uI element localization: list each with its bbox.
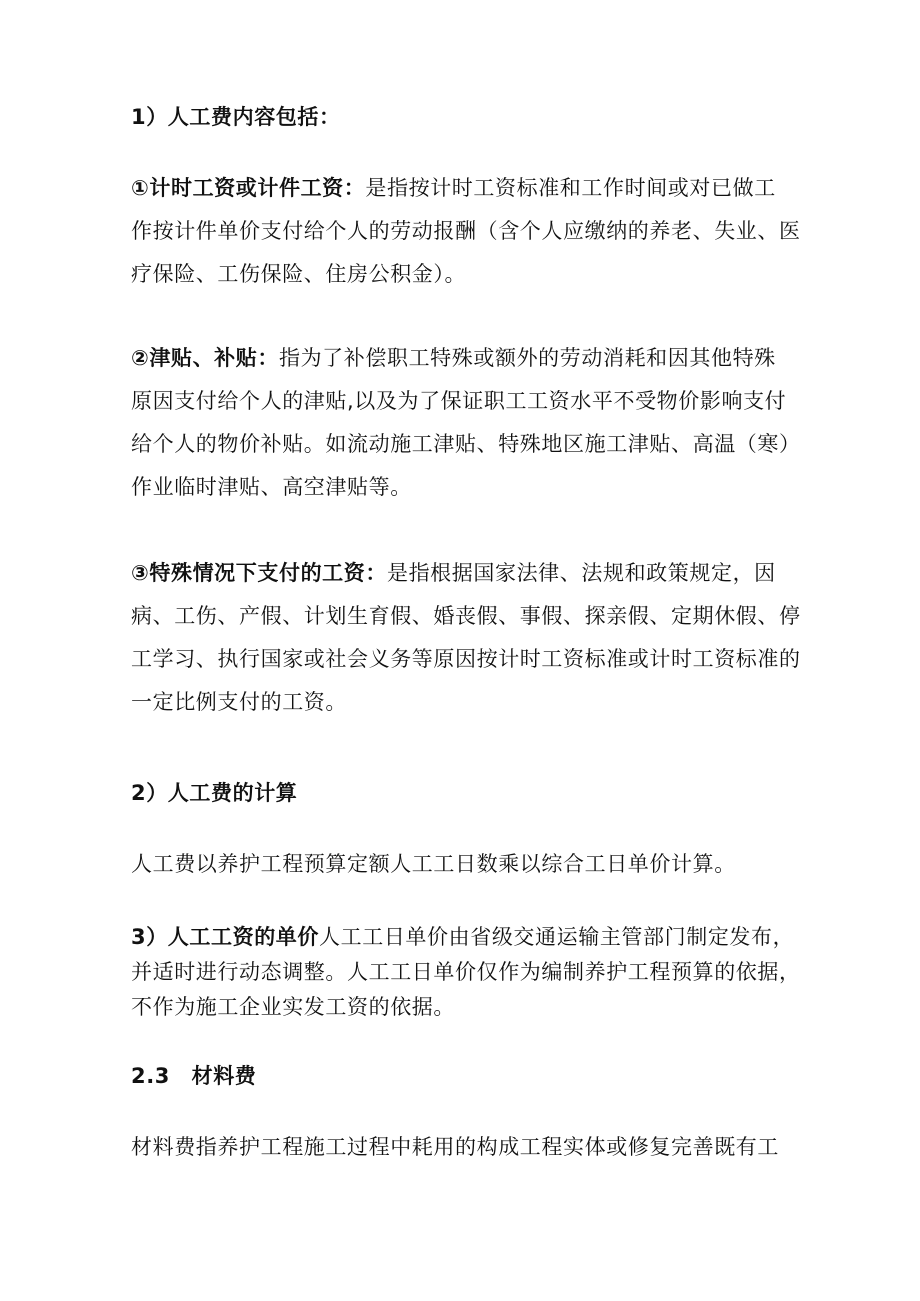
paragraph-line: 人工费以养护工程预算定额人工工日数乘以综合工日单价计算。	[131, 852, 736, 876]
paragraph-line: 材料费指养护工程施工过程中耗用的构成工程实体或修复完善既有工	[131, 1135, 779, 1159]
paragraph-allowances-subsidies	[131, 337, 811, 509]
paragraph-line: 作业临时津贴、高空津贴等。	[131, 475, 412, 499]
paragraph-line	[131, 552, 811, 595]
paragraph-line: 不作为施工企业实发工资的依据。	[131, 995, 455, 1019]
term-label: 3）人工工资的单价	[131, 925, 320, 949]
line-text: 是指根据国家法律、法规和政策规定，因	[386, 561, 776, 585]
line-text: 指为了补偿职工特殊或额外的劳动消耗和因其他特殊	[278, 346, 776, 370]
paragraph-line	[131, 337, 811, 380]
line-text: 人工工日单价由省级交通运输主管部门制定发布，	[319, 925, 795, 949]
paragraph-line: 原因支付给个人的津贴,以及为了保证职工工资水平不受物价影响支付	[131, 389, 787, 413]
paragraph-time-piece-wages	[131, 167, 811, 296]
term-label: ③特殊情况下支付的工资：	[131, 561, 387, 585]
paragraph-line: 作按计件单价支付给个人的劳动报酬（含个人应缴纳的养老、失业、医	[131, 219, 801, 243]
paragraph-line: 一定比例支付的工资。	[131, 690, 347, 714]
paragraph-line: 并适时进行动态调整。人工工日单价仅作为编制养护工程预算的依据，	[131, 960, 801, 984]
paragraph-line: 工学习、执行国家或社会义务等原因按计时工资标准或计时工资标准的	[131, 647, 801, 671]
term-label: ②津贴、补贴：	[131, 346, 279, 370]
heading-text: 1）人工费内容包括：	[131, 105, 341, 129]
term-label: ①计时工资或计件工资：	[131, 176, 366, 200]
heading-text: 2.3 材料费	[131, 1064, 257, 1088]
line-text: 是指按计时工资标准和工作时间或对已做工	[365, 176, 776, 200]
paragraph-special-circumstance-wages	[131, 552, 811, 724]
paragraph-line: 病、工伤、产假、计划生育假、婚丧假、事假、探亲假、定期休假、停	[131, 604, 801, 628]
paragraph-material-cost-definition	[131, 1126, 811, 1169]
paragraph-line	[131, 920, 811, 955]
heading-material-cost	[131, 1055, 811, 1098]
paragraph-line: 疗保险、工伤保险、住房公积金）。	[131, 262, 467, 286]
heading-text: 2）人工费的计算	[131, 781, 298, 805]
heading-labor-cost-contents	[131, 96, 811, 139]
paragraph-line: 给个人的物价补贴。如流动施工津贴、特殊地区施工津贴、高温（寒）	[131, 432, 801, 456]
paragraph-line	[131, 167, 811, 210]
heading-labor-cost-calculation	[131, 772, 811, 815]
paragraph-labor-unit-price	[131, 920, 811, 1025]
paragraph-labor-cost-formula	[131, 843, 811, 886]
